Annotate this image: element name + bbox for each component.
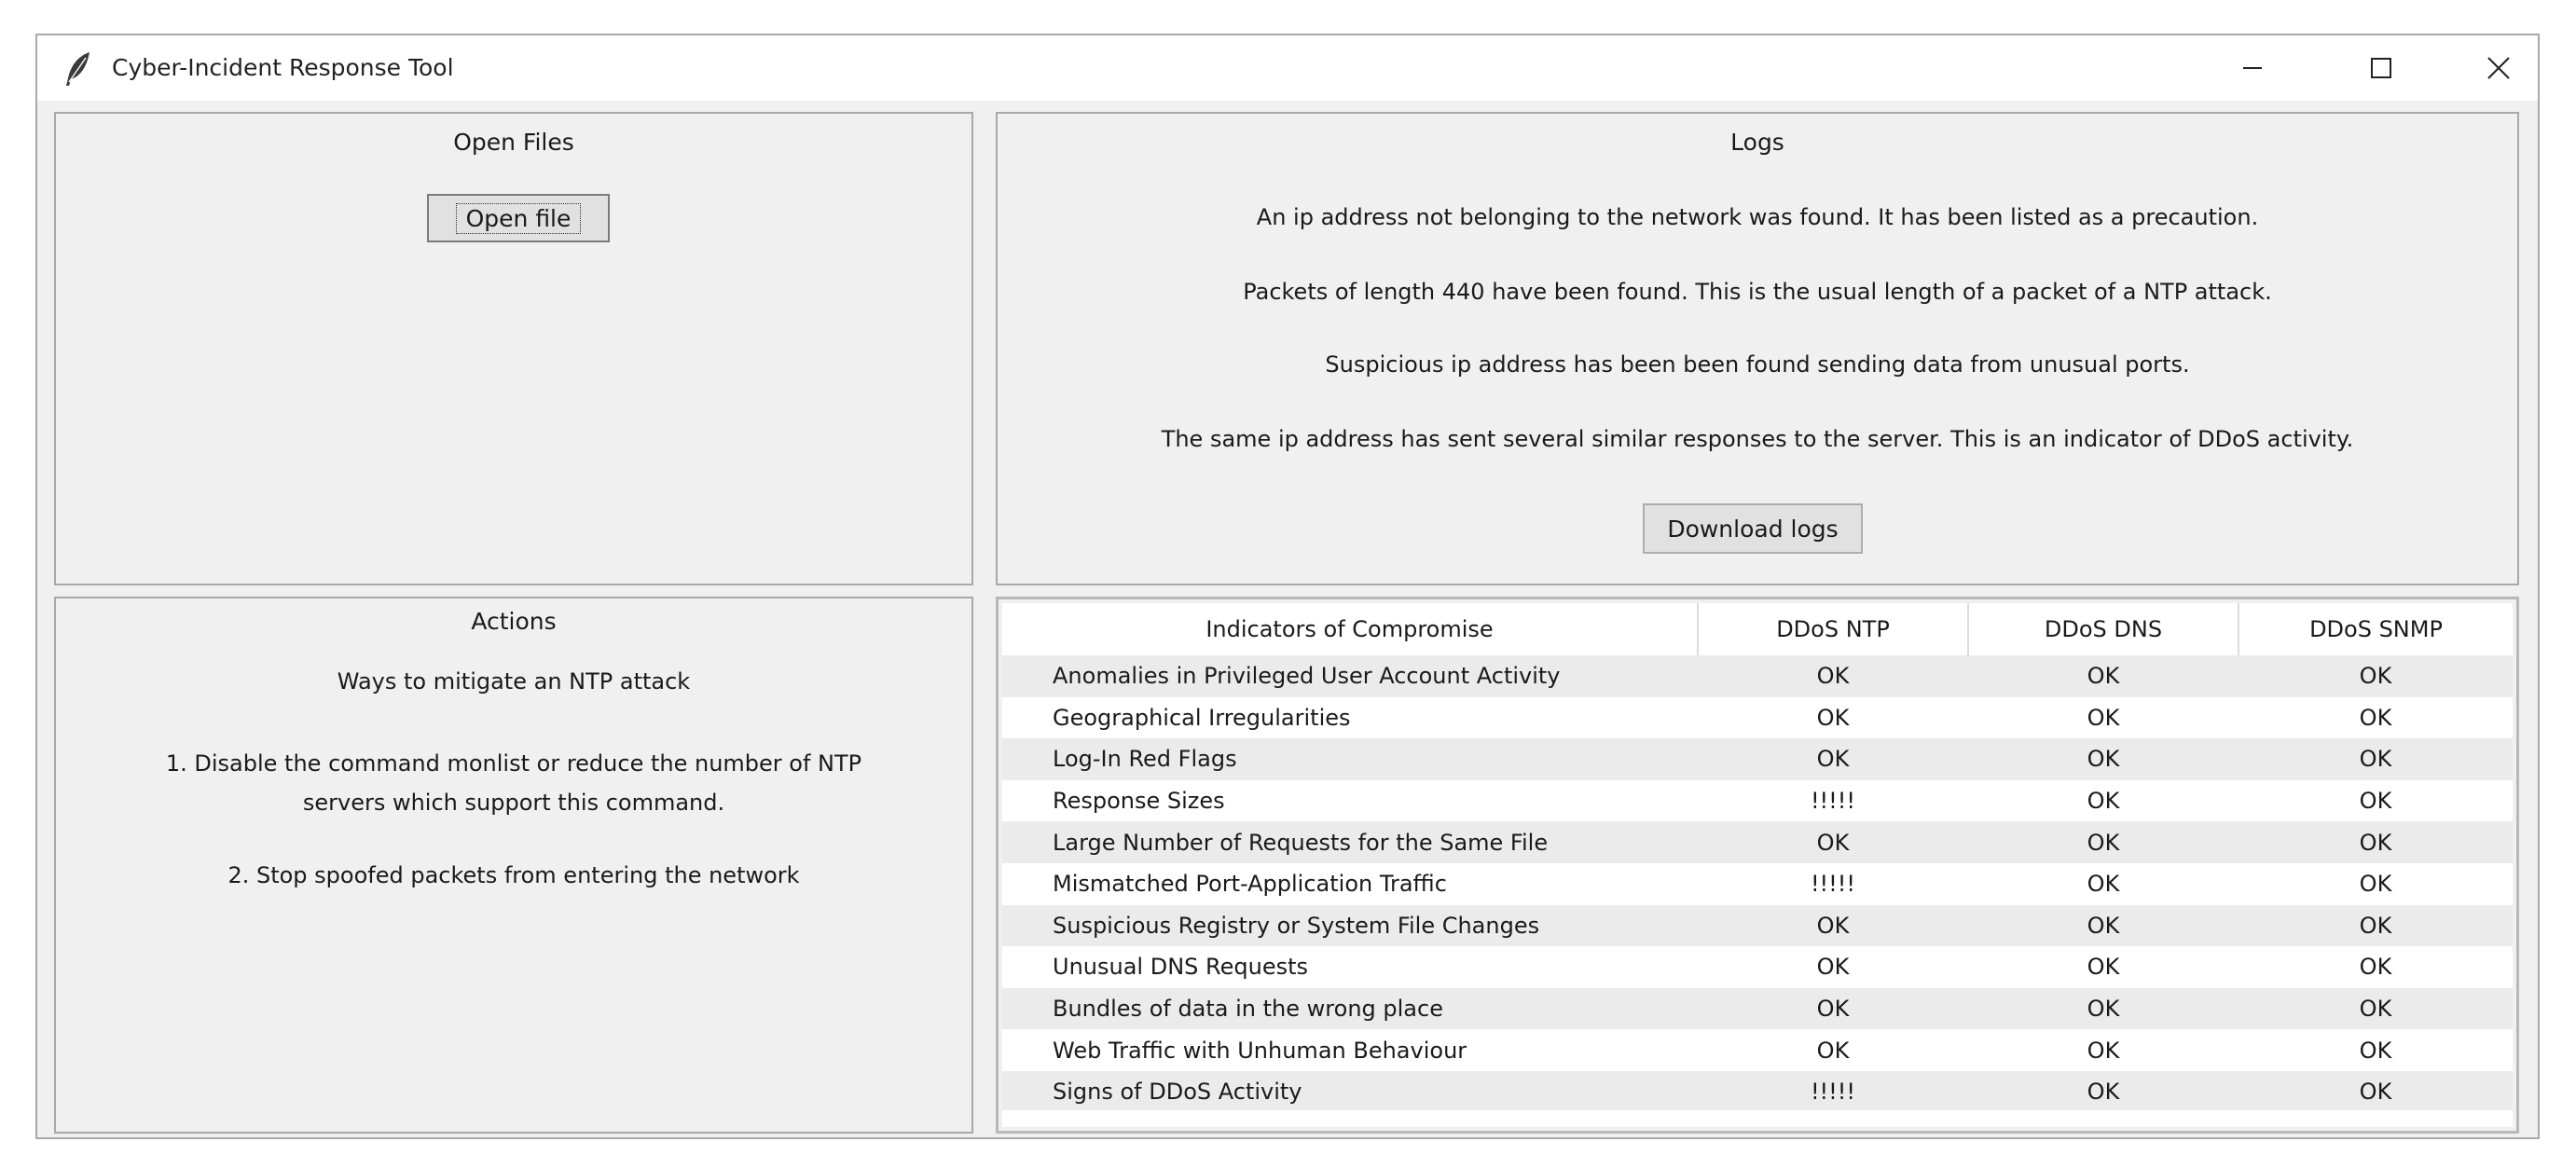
open-files-title: Open Files — [453, 129, 574, 156]
status-cell: OK — [1698, 1029, 1968, 1071]
table-row[interactable] — [1002, 946, 2513, 988]
maximize-icon — [2370, 57, 2392, 79]
table-row[interactable] — [1002, 697, 2513, 739]
mitigation-step: 1. Disable the command monlist or reduce the number of NTP servers which support this command. — [165, 750, 862, 816]
status-cell: OK — [2239, 780, 2513, 822]
status-cell: OK — [1968, 863, 2239, 905]
status-cell: OK — [1698, 697, 1968, 739]
status-cell: !!!!! — [1698, 780, 1968, 822]
column-header[interactable]: Indicators of Compromise — [1002, 603, 1698, 655]
window-title: Cyber-Incident Response Tool — [112, 54, 454, 81]
feather-icon — [62, 50, 95, 88]
table-row[interactable] — [1002, 1071, 2513, 1113]
log-line: An ip address not belonging to the network was found. It has been listed as a precaution. — [1256, 204, 2259, 230]
status-cell: OK — [2239, 1071, 2513, 1113]
ioc-table — [1002, 603, 2513, 1113]
indicator-cell: Signs of DDoS Activity — [1002, 1071, 1698, 1113]
ioc-table-panel — [996, 597, 2519, 1134]
indicator-cell: Anomalies in Privileged User Account Activity — [1002, 655, 1698, 697]
log-line: The same ip address has sent several similar responses to the server. This is an indicator of DDoS activity. — [1161, 426, 2354, 452]
status-cell: OK — [2239, 1029, 2513, 1071]
column-header[interactable]: DDoS NTP — [1698, 603, 1968, 655]
status-cell: OK — [2239, 905, 2513, 947]
status-cell: OK — [1968, 780, 2239, 822]
status-cell: OK — [1968, 1071, 2239, 1113]
status-cell: OK — [1698, 946, 1968, 988]
open-file-button[interactable] — [427, 194, 610, 242]
mitigation-step: 2. Stop spoofed packets from entering the network — [227, 862, 800, 888]
status-cell: OK — [2239, 738, 2513, 780]
title-bar[interactable] — [37, 35, 2538, 101]
table-row[interactable] — [1002, 738, 2513, 780]
status-cell: !!!!! — [1698, 1071, 1968, 1113]
table-header-row — [1002, 603, 2513, 655]
minimize-button[interactable] — [2210, 35, 2295, 101]
status-cell: OK — [1968, 988, 2239, 1030]
status-cell: OK — [2239, 863, 2513, 905]
indicator-cell: Web Traffic with Unhuman Behaviour — [1002, 1029, 1698, 1071]
status-cell: OK — [1698, 821, 1968, 863]
open-files-panel — [54, 112, 973, 585]
status-cell: !!!!! — [1698, 863, 1968, 905]
status-cell: OK — [2239, 946, 2513, 988]
indicator-cell: Large Number of Requests for the Same File — [1002, 821, 1698, 863]
status-cell: OK — [1698, 905, 1968, 947]
status-cell: OK — [1698, 738, 1968, 780]
table-row[interactable] — [1002, 655, 2513, 697]
open-file-button-label: Open file — [456, 203, 582, 234]
mitigation-heading: Ways to mitigate an NTP attack — [337, 668, 691, 695]
logs-panel — [996, 112, 2519, 585]
indicator-cell: Log-In Red Flags — [1002, 738, 1698, 780]
status-cell: OK — [2239, 655, 2513, 697]
status-cell: OK — [1968, 821, 2239, 863]
table-row[interactable] — [1002, 905, 2513, 947]
minimize-icon — [2241, 57, 2264, 79]
close-icon — [2486, 56, 2511, 80]
indicator-cell: Response Sizes — [1002, 780, 1698, 822]
table-blank-area — [1002, 1110, 2513, 1127]
status-cell: OK — [2239, 821, 2513, 863]
status-cell: OK — [1968, 697, 2239, 739]
column-header[interactable]: DDoS SNMP — [2239, 603, 2513, 655]
table-row[interactable] — [1002, 780, 2513, 822]
table-row[interactable] — [1002, 988, 2513, 1030]
status-cell: OK — [1968, 655, 2239, 697]
download-logs-button[interactable]: Download logs — [1643, 503, 1863, 554]
table-row[interactable] — [1002, 863, 2513, 905]
actions-title: Actions — [471, 608, 557, 635]
column-header[interactable]: DDoS DNS — [1968, 603, 2239, 655]
table-row[interactable] — [1002, 1029, 2513, 1071]
status-cell: OK — [1968, 738, 2239, 780]
maximize-button[interactable] — [2338, 35, 2424, 101]
status-cell: OK — [1698, 655, 1968, 697]
status-cell: OK — [1968, 905, 2239, 947]
indicator-cell: Geographical Irregularities — [1002, 697, 1698, 739]
table-row[interactable] — [1002, 821, 2513, 863]
log-line: Suspicious ip address has been been found sending data from unusual ports. — [1325, 351, 2190, 378]
indicator-cell: Bundles of data in the wrong place — [1002, 988, 1698, 1030]
logs-title: Logs — [1730, 129, 1784, 156]
indicator-cell: Suspicious Registry or System File Changes — [1002, 905, 1698, 947]
log-line: Packets of length 440 have been found. This is the usual length of a packet of a NTP attack. — [1243, 279, 2272, 305]
status-cell: OK — [2239, 697, 2513, 739]
status-cell: OK — [1968, 946, 2239, 988]
close-button[interactable] — [2456, 35, 2542, 101]
indicator-cell: Mismatched Port-Application Traffic — [1002, 863, 1698, 905]
status-cell: OK — [2239, 988, 2513, 1030]
app-window — [35, 34, 2540, 1139]
status-cell: OK — [1698, 988, 1968, 1030]
indicator-cell: Unusual DNS Requests — [1002, 946, 1698, 988]
actions-panel — [54, 597, 973, 1134]
status-cell: OK — [1968, 1029, 2239, 1071]
